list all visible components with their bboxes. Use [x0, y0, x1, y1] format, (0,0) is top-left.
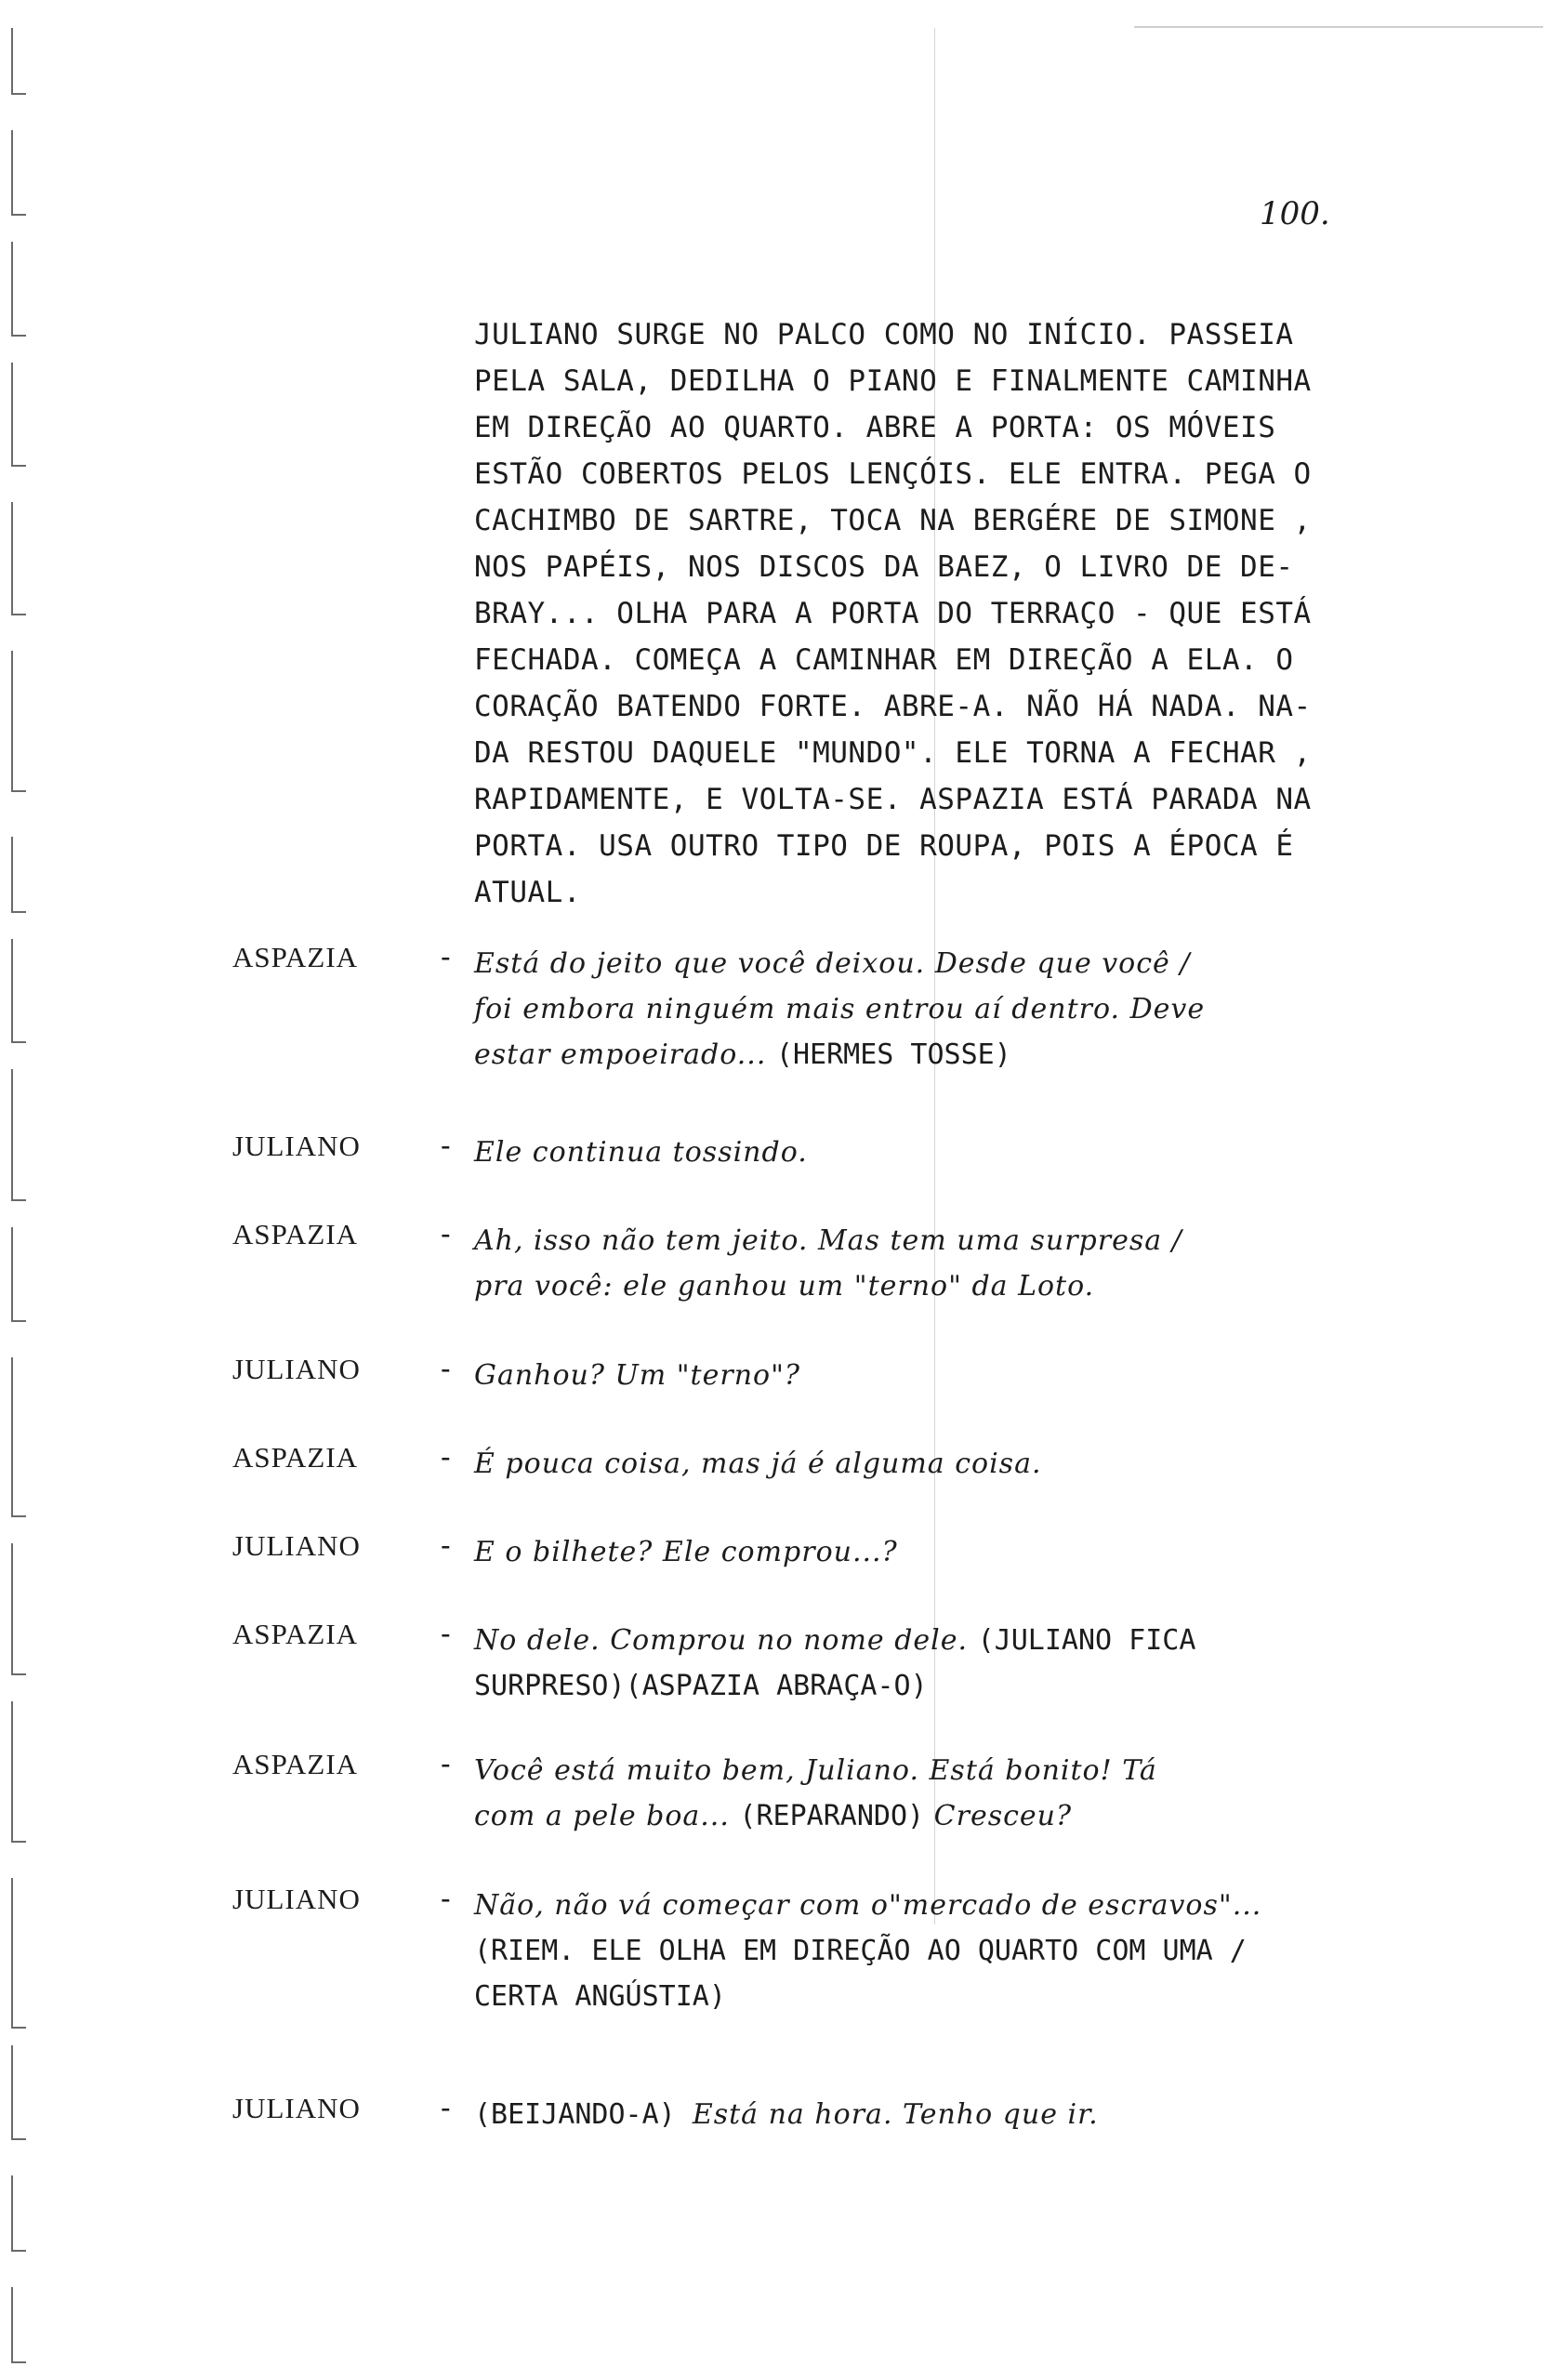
- dialogue-dash: -: [437, 1130, 455, 1163]
- speaker-name: JULIANO: [232, 1529, 361, 1562]
- handwritten-style-text: Está na hora. Tenho que ir.: [692, 2098, 1099, 2131]
- binding-mark: [11, 1878, 26, 2029]
- typed-direction-text: (JULIANO FICA: [977, 1624, 1196, 1657]
- speaker-name: ASPAZIA: [232, 1748, 359, 1780]
- stage-direction: [474, 311, 1348, 916]
- binding-mark: [11, 2045, 26, 2140]
- speech-text: [474, 1529, 1385, 1575]
- handwritten-style-text: Você está muito bem, Juliano. Está bonito! Tá: [474, 1754, 1157, 1787]
- dialogue-dash: -: [437, 941, 455, 974]
- speech-line: [474, 1793, 1385, 1839]
- speech-line: [474, 1883, 1385, 1928]
- binding-mark: [11, 939, 26, 1043]
- dialogue-dash: -: [437, 1529, 455, 1563]
- speaker-name: JULIANO: [232, 2092, 361, 2124]
- dialogue-dash: -: [437, 2092, 455, 2125]
- binding-mark: [11, 2175, 26, 2252]
- dialogue-dash: -: [437, 1748, 455, 1781]
- dialogue-dash: -: [437, 1441, 455, 1474]
- handwritten-style-text: Está do jeito que você deixou. Desde que você /: [474, 947, 1191, 980]
- binding-mark: [11, 1701, 26, 1843]
- speech-line: [474, 1263, 1385, 1309]
- binding-mark: [11, 837, 26, 913]
- scan-edge-line: [1134, 26, 1543, 28]
- stage-direction-line: FECHADA. COMEÇA A CAMINHAR EM DIREÇÃO A ELA. O: [474, 643, 1294, 677]
- speech-line: [474, 1928, 1385, 1974]
- stage-direction-line: BRAY... OLHA PARA A PORTA DO TERRAÇO - QUE ESTÁ: [474, 597, 1312, 630]
- typed-direction-text: SURPRESO)(ASPAZIA ABRAÇA-O): [474, 1670, 928, 1702]
- speech-line: [474, 986, 1385, 1032]
- stage-direction-line: ESTÃO COBERTOS PELOS LENÇÓIS. ELE ENTRA. PEGA O: [474, 457, 1312, 491]
- stage-direction-line: EM DIREÇÃO AO QUARTO. ABRE A PORTA: OS MÓVEIS: [474, 411, 1276, 444]
- handwritten-style-text: foi embora ninguém mais entrou aí dentro. Deve: [474, 993, 1206, 1025]
- speaker-name: JULIANO: [232, 1883, 361, 1915]
- speech-text: [474, 941, 1385, 1078]
- stage-direction-line: CACHIMBO DE SARTRE, TOCA NA BERGÉRE DE SIMONE ,: [474, 504, 1312, 537]
- binding-mark: [11, 651, 26, 792]
- binding-mark: [11, 502, 26, 615]
- speech-text: [474, 1883, 1385, 2019]
- binding-mark: [11, 1543, 26, 1675]
- stage-direction-line: JULIANO SURGE NO PALCO COMO NO INÍCIO. PASSEIA: [474, 318, 1294, 351]
- binding-mark: [11, 2287, 26, 2363]
- stage-direction-line: PELA SALA, DEDILHA O PIANO E FINALMENTE CAMINHA: [474, 364, 1312, 398]
- handwritten-style-text: Cresceu?: [924, 1800, 1073, 1832]
- speech-text: [474, 1441, 1385, 1487]
- stage-direction-line: CORAÇÃO BATENDO FORTE. ABRE-A. NÃO HÁ NADA. NA-: [474, 690, 1312, 723]
- speech-text: [474, 1130, 1385, 1175]
- speaker-name: ASPAZIA: [232, 1618, 359, 1650]
- speech-line: [474, 1529, 1385, 1575]
- speech-line: [474, 1748, 1385, 1793]
- binding-mark: [11, 242, 26, 337]
- binding-mark: [11, 1227, 26, 1322]
- typed-direction-text: (RIEM. ELE OLHA EM DIREÇÃO AO QUARTO COM UMA /: [474, 1935, 1247, 1967]
- speech-line: [474, 1618, 1385, 1663]
- binding-mark: [11, 1069, 26, 1201]
- stage-direction-line: NOS PAPÉIS, NOS DISCOS DA BAEZ, O LIVRO DE DE-: [474, 550, 1294, 584]
- handwritten-style-text: Ah, isso não tem jeito. Mas tem uma surpresa /: [474, 1224, 1182, 1257]
- speech-line: [474, 1353, 1385, 1398]
- speech-line: [474, 2092, 1385, 2137]
- handwritten-style-text: Ele continua tossindo.: [474, 1136, 808, 1169]
- speech-line: [474, 1974, 1385, 2019]
- typed-direction-text: (HERMES TOSSE): [775, 1038, 1011, 1071]
- speech-line: [474, 1663, 1385, 1709]
- speaker-name: JULIANO: [232, 1353, 361, 1385]
- typed-direction-text: CERTA ANGÚSTIA): [474, 1980, 726, 2013]
- handwritten-style-text: No dele. Comprou no nome dele.: [474, 1624, 978, 1657]
- speech-line: [474, 1441, 1385, 1487]
- stage-direction-line: PORTA. USA OUTRO TIPO DE ROUPA, POIS A ÉPOCA É: [474, 829, 1294, 863]
- stage-direction-line: RAPIDAMENTE, E VOLTA-SE. ASPAZIA ESTÁ PARADA NA: [474, 783, 1312, 816]
- page-number: 100.: [1260, 195, 1330, 232]
- speaker-name: JULIANO: [232, 1130, 361, 1162]
- speech-text: [474, 2092, 1385, 2137]
- speaker-name: ASPAZIA: [232, 1441, 359, 1474]
- dialogue-dash: -: [437, 1618, 455, 1651]
- typed-direction-text: (BEIJANDO-A): [474, 2098, 693, 2131]
- speech-line: [474, 1130, 1385, 1175]
- speech-text: [474, 1618, 1385, 1709]
- dialogue-dash: -: [437, 1218, 455, 1251]
- speech-text: [474, 1748, 1385, 1839]
- dialogue-dash: -: [437, 1353, 455, 1386]
- dialogue-dash: -: [437, 1883, 455, 1916]
- stage-direction-line: ATUAL.: [474, 876, 581, 909]
- handwritten-style-text: com a pele boa...: [474, 1800, 740, 1832]
- speaker-name: ASPAZIA: [232, 1218, 359, 1250]
- speech-text: [474, 1353, 1385, 1398]
- handwritten-style-text: E o bilhete? Ele comprou...?: [474, 1536, 898, 1568]
- handwritten-style-text: Não, não vá começar com o"mercado de escravos"...: [474, 1889, 1262, 1922]
- binding-mark: [11, 28, 26, 95]
- binding-mark: [11, 363, 26, 467]
- handwritten-style-text: estar empoeirado...: [474, 1038, 776, 1071]
- handwritten-style-text: É pouca coisa, mas já é alguma coisa.: [474, 1448, 1042, 1480]
- binding-mark: [11, 130, 26, 216]
- speech-text: [474, 1218, 1385, 1309]
- speech-line: [474, 941, 1385, 986]
- speech-line: [474, 1032, 1385, 1078]
- speaker-name: ASPAZIA: [232, 941, 359, 973]
- stage-direction-line: DA RESTOU DAQUELE "MUNDO". ELE TORNA A FECHAR ,: [474, 736, 1312, 770]
- handwritten-style-text: Ganhou? Um "terno"?: [474, 1359, 800, 1392]
- handwritten-style-text: pra você: ele ganhou um "terno" da Loto.: [474, 1270, 1095, 1302]
- typed-direction-text: (REPARANDO): [739, 1800, 925, 1832]
- binding-mark: [11, 1357, 26, 1517]
- speech-line: [474, 1218, 1385, 1263]
